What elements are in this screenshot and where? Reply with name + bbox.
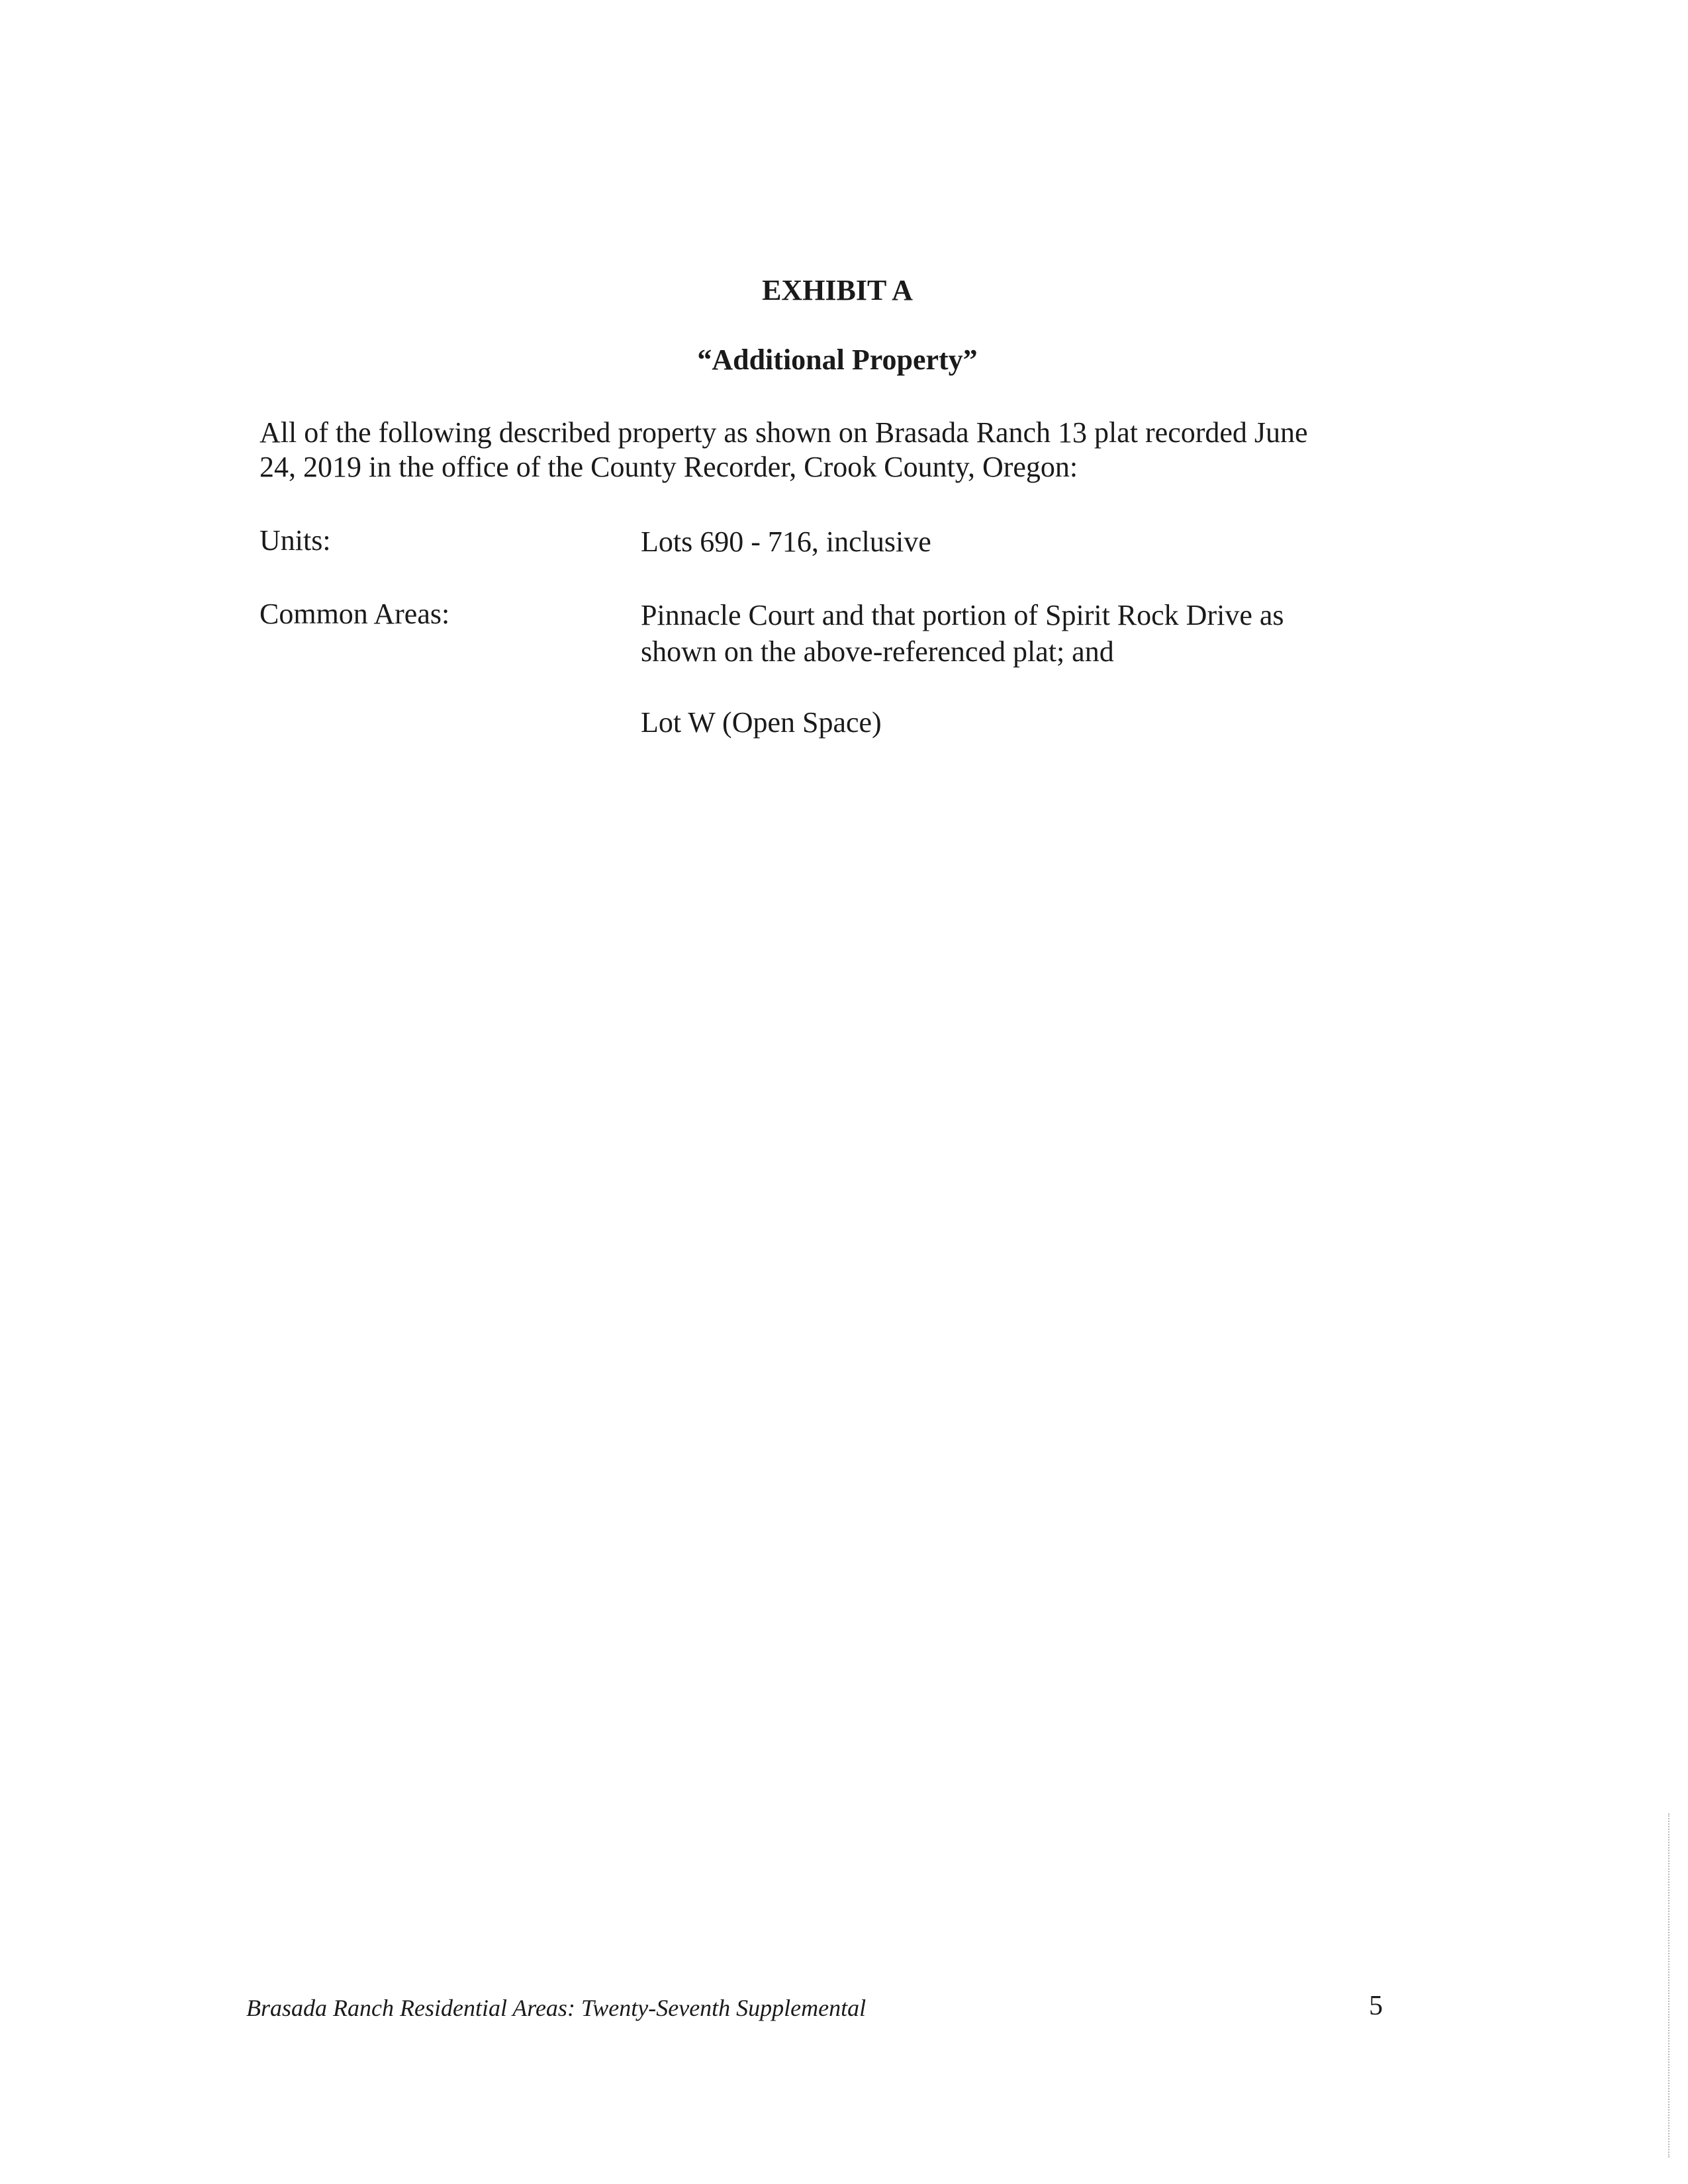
intro-line-2: 24, 2019 in the office of the County Recorder, Crook County, Oregon: [259, 451, 1078, 483]
scan-edge-mark [1668, 1813, 1671, 2158]
common-areas-label: Common Areas: [259, 598, 450, 630]
intro-paragraph [259, 416, 1438, 484]
page-number: 5 [1369, 1991, 1383, 2021]
common-areas-line-2: shown on the above-referenced plat; and [641, 635, 1114, 668]
units-label: Units: [259, 524, 331, 557]
common-areas-value [641, 597, 1395, 670]
intro-line-1: All of the following described property as shown on Brasada Ranch 13 plat recorded June [259, 416, 1308, 449]
exhibit-subheading: “Additional Property” [697, 343, 978, 376]
exhibit-heading: EXHIBIT A [762, 274, 913, 306]
footer-title: Brasada Ranch Residential Areas: Twenty-Seventh Supplemental [246, 1995, 867, 2021]
common-areas-line-1: Pinnacle Court and that portion of Spirit Rock Drive as [641, 599, 1284, 631]
lot-w-value: Lot W (Open Space) [641, 706, 882, 739]
units-value: Lots 690 - 716, inclusive [641, 525, 931, 558]
